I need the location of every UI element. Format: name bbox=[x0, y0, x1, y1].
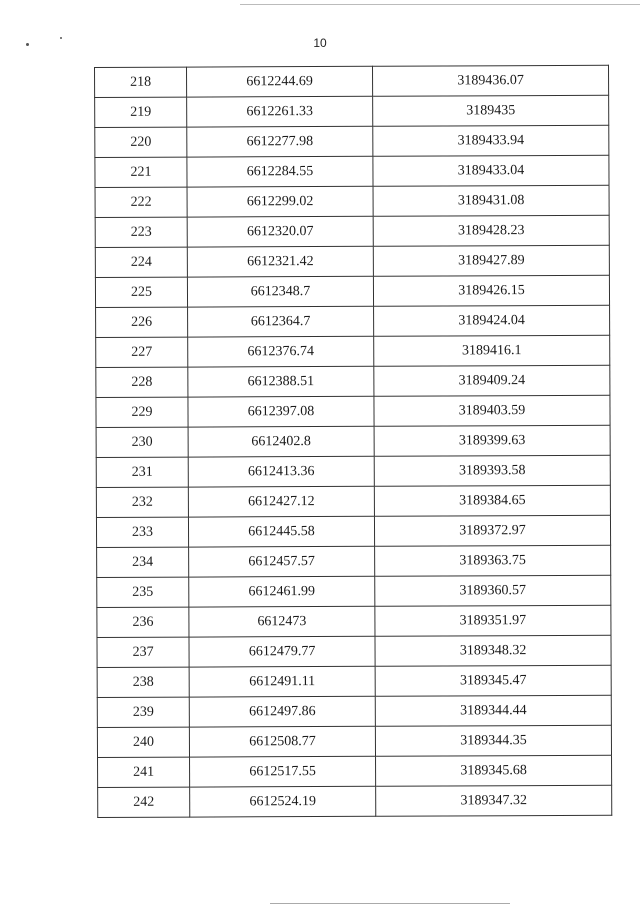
x-coordinate-cell: 6612517.55 bbox=[190, 756, 376, 787]
y-coordinate-cell: 3189409.24 bbox=[374, 365, 610, 396]
y-coordinate-cell: 3189403.59 bbox=[374, 395, 610, 426]
y-coordinate-cell: 3189344.44 bbox=[375, 695, 611, 726]
x-coordinate-cell: 6612461.99 bbox=[189, 576, 375, 607]
table-row bbox=[95, 245, 609, 277]
x-coordinate-cell: 6612364.7 bbox=[188, 306, 374, 337]
x-coordinate-cell: 6612244.69 bbox=[187, 66, 373, 97]
point-number-cell: 235 bbox=[97, 577, 189, 607]
table-row bbox=[96, 515, 610, 547]
y-coordinate-cell: 3189416.1 bbox=[374, 335, 610, 366]
table-row bbox=[96, 305, 610, 337]
x-coordinate-cell: 6612299.02 bbox=[187, 186, 373, 217]
y-coordinate-cell: 3189345.68 bbox=[376, 755, 612, 786]
top-scan-edge bbox=[240, 4, 640, 5]
x-coordinate-cell: 6612508.77 bbox=[189, 726, 375, 757]
table-row bbox=[97, 545, 611, 577]
table-row bbox=[95, 65, 609, 97]
x-coordinate-cell: 6612457.57 bbox=[189, 546, 375, 577]
x-coordinate-cell: 6612524.19 bbox=[190, 786, 376, 817]
point-number-cell: 222 bbox=[95, 187, 187, 217]
point-number-cell: 240 bbox=[97, 727, 189, 757]
x-coordinate-cell: 6612497.86 bbox=[189, 696, 375, 727]
table-row bbox=[95, 155, 609, 187]
y-coordinate-cell: 3189393.58 bbox=[374, 455, 610, 486]
point-number-cell: 224 bbox=[95, 247, 187, 277]
table-row bbox=[95, 275, 609, 307]
y-coordinate-cell: 3189431.08 bbox=[373, 185, 609, 216]
x-coordinate-cell: 6612473 bbox=[189, 606, 375, 637]
point-number-cell: 238 bbox=[97, 667, 189, 697]
x-coordinate-cell: 6612376.74 bbox=[188, 336, 374, 367]
point-number-cell: 236 bbox=[97, 607, 189, 637]
table-row bbox=[96, 335, 610, 367]
point-number-cell: 237 bbox=[97, 637, 189, 667]
table-row bbox=[95, 95, 609, 127]
bottom-scan-edge bbox=[270, 903, 510, 904]
table-row bbox=[95, 125, 609, 157]
point-number-cell: 227 bbox=[96, 337, 188, 367]
table-row bbox=[96, 395, 610, 427]
y-coordinate-cell: 3189348.32 bbox=[375, 635, 611, 666]
point-number-cell: 228 bbox=[96, 367, 188, 397]
x-coordinate-cell: 6612388.51 bbox=[188, 366, 374, 397]
point-number-cell: 232 bbox=[96, 487, 188, 517]
point-number-cell: 234 bbox=[97, 547, 189, 577]
point-number-cell: 218 bbox=[95, 67, 187, 97]
x-coordinate-cell: 6612261.33 bbox=[187, 96, 373, 127]
y-coordinate-cell: 3189399.63 bbox=[374, 425, 610, 456]
table-row bbox=[96, 365, 610, 397]
y-coordinate-cell: 3189436.07 bbox=[372, 65, 608, 96]
x-coordinate-cell: 6612320.07 bbox=[187, 216, 373, 247]
y-coordinate-cell: 3189433.04 bbox=[373, 155, 609, 186]
y-coordinate-cell: 3189345.47 bbox=[375, 665, 611, 696]
x-coordinate-cell: 6612413.36 bbox=[188, 456, 374, 487]
table-row bbox=[95, 185, 609, 217]
point-number-cell: 226 bbox=[96, 307, 188, 337]
table-row bbox=[95, 215, 609, 247]
point-number-cell: 242 bbox=[98, 787, 190, 817]
point-number-cell: 233 bbox=[96, 517, 188, 547]
y-coordinate-cell: 3189428.23 bbox=[373, 215, 609, 246]
y-coordinate-cell: 3189372.97 bbox=[374, 515, 610, 546]
x-coordinate-cell: 6612397.08 bbox=[188, 396, 374, 427]
point-number-cell: 231 bbox=[96, 457, 188, 487]
table-row bbox=[97, 725, 611, 757]
x-coordinate-cell: 6612427.12 bbox=[188, 486, 374, 517]
x-coordinate-cell: 6612402.8 bbox=[188, 426, 374, 457]
table-row bbox=[98, 755, 612, 787]
coordinates-table-body bbox=[95, 65, 612, 817]
table-row bbox=[97, 695, 611, 727]
point-number-cell: 223 bbox=[95, 217, 187, 247]
y-coordinate-cell: 3189360.57 bbox=[375, 575, 611, 606]
point-number-cell: 241 bbox=[98, 757, 190, 787]
point-number-cell: 221 bbox=[95, 157, 187, 187]
table-row bbox=[97, 665, 611, 697]
point-number-cell: 239 bbox=[97, 697, 189, 727]
x-coordinate-cell: 6612479.77 bbox=[189, 636, 375, 667]
table-row bbox=[98, 785, 612, 817]
y-coordinate-cell: 3189424.04 bbox=[374, 305, 610, 336]
point-number-cell: 219 bbox=[95, 97, 187, 127]
y-coordinate-cell: 3189363.75 bbox=[375, 545, 611, 576]
y-coordinate-cell: 3189427.89 bbox=[373, 245, 609, 276]
x-coordinate-cell: 6612284.55 bbox=[187, 156, 373, 187]
point-number-cell: 230 bbox=[96, 427, 188, 457]
y-coordinate-cell: 3189426.15 bbox=[373, 275, 609, 306]
point-number-cell: 225 bbox=[95, 277, 187, 307]
table-row bbox=[97, 635, 611, 667]
y-coordinate-cell: 3189344.35 bbox=[375, 725, 611, 756]
table-row bbox=[97, 605, 611, 637]
table-row bbox=[96, 455, 610, 487]
y-coordinate-cell: 3189433.94 bbox=[373, 125, 609, 156]
x-coordinate-cell: 6612445.58 bbox=[188, 516, 374, 547]
x-coordinate-cell: 6612348.7 bbox=[187, 276, 373, 307]
point-number-cell: 220 bbox=[95, 127, 187, 157]
point-number-cell: 229 bbox=[96, 397, 188, 427]
table-row bbox=[97, 575, 611, 607]
x-coordinate-cell: 6612491.11 bbox=[189, 666, 375, 697]
y-coordinate-cell: 3189347.32 bbox=[376, 785, 612, 816]
x-coordinate-cell: 6612321.42 bbox=[187, 246, 373, 277]
y-coordinate-cell: 3189435 bbox=[373, 95, 609, 126]
table-row bbox=[96, 425, 610, 457]
y-coordinate-cell: 3189351.97 bbox=[375, 605, 611, 636]
y-coordinate-cell: 3189384.65 bbox=[374, 485, 610, 516]
table-row bbox=[96, 485, 610, 517]
page-number: 10 bbox=[313, 36, 327, 50]
coordinates-table bbox=[94, 65, 612, 818]
x-coordinate-cell: 6612277.98 bbox=[187, 126, 373, 157]
